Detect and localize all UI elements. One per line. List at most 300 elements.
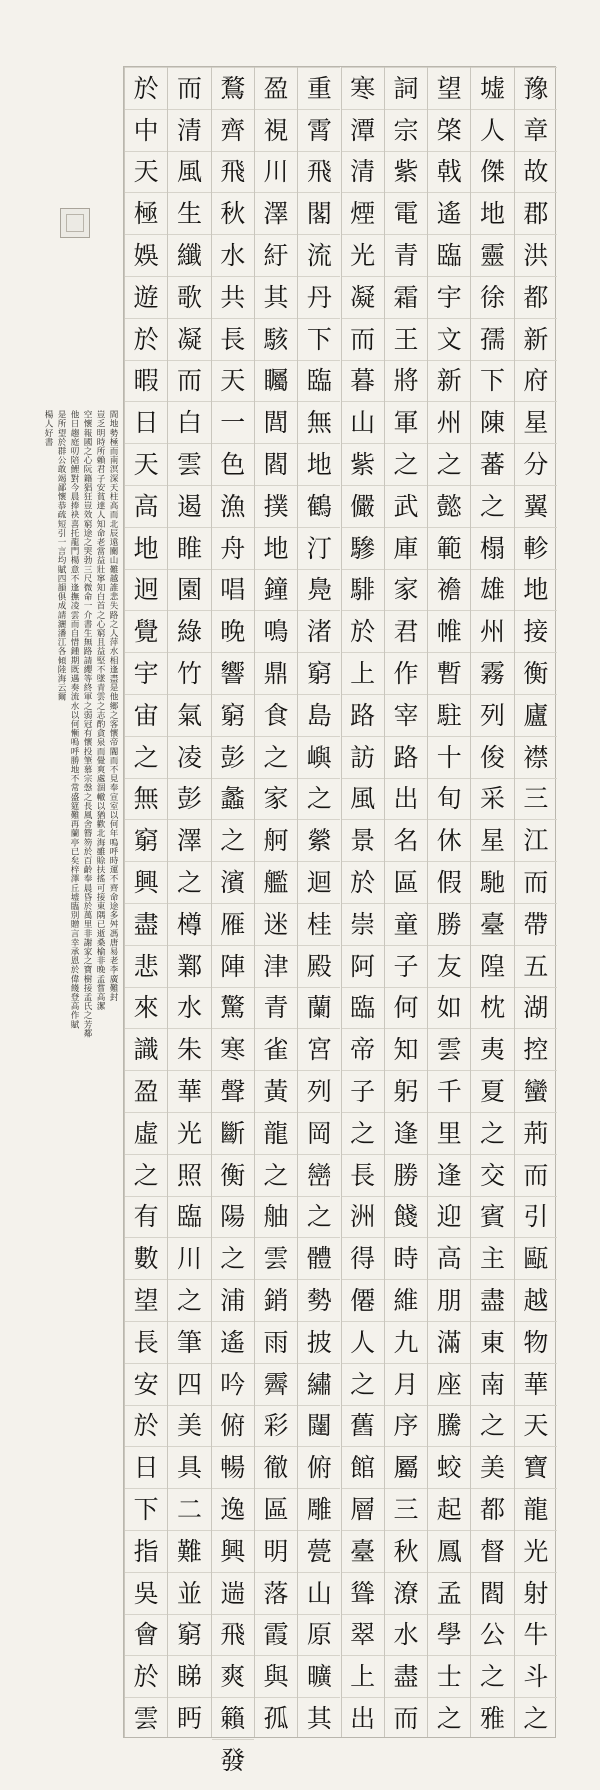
character-cell: 而 [515,861,557,903]
character-cell: 餞 [385,1196,427,1238]
character-cell: 之 [471,1655,513,1697]
character-cell: 王 [385,318,427,360]
character-cell: 嶼 [298,736,340,778]
character-cell: 與 [255,1655,297,1697]
character-cell: 之 [342,1363,384,1405]
character-cell: 覺 [125,610,167,652]
character-cell: 盡 [385,1655,427,1697]
character-cell: 何 [385,987,427,1029]
text-column [427,67,470,1737]
character-cell: 地 [515,569,557,611]
character-cell: 窮 [168,1614,210,1656]
character-cell: 鼎 [255,652,297,694]
character-cell: 望 [125,1279,167,1321]
character-cell: 地 [298,443,340,485]
character-cell: 庫 [385,527,427,569]
character-cell: 雨 [255,1321,297,1363]
character-cell: 範 [428,527,470,569]
character-cell: 夷 [471,1028,513,1070]
character-cell: 洲 [342,1196,384,1238]
character-cell: 章 [515,109,557,151]
character-cell: 逢 [385,1112,427,1154]
character-cell: 聲 [212,1070,254,1112]
character-cell: 美 [168,1405,210,1447]
text-column [470,67,513,1737]
character-cell: 體 [298,1237,340,1279]
character-cell: 紫 [385,151,427,193]
character-cell: 臺 [471,903,513,945]
character-cell: 無 [125,778,167,820]
character-cell: 之 [428,1697,470,1739]
character-cell: 娛 [125,234,167,276]
character-cell: 電 [385,192,427,234]
seal-stamp [60,208,90,238]
character-cell: 千 [428,1070,470,1112]
character-cell: 虛 [125,1112,167,1154]
character-cell: 之 [168,1279,210,1321]
character-cell: 宙 [125,694,167,736]
character-cell: 地 [471,192,513,234]
character-cell: 悲 [125,945,167,987]
character-cell: 夏 [471,1070,513,1112]
character-cell: 俊 [471,736,513,778]
character-cell: 遙 [212,1321,254,1363]
inscription-column: 豈乏明時所賴君子安貧達人知命老當益壯寧知白首之心窮且益堅不墜青雲之志酌貪泉而覺爽處涸轍以猶歡北海雖賒扶搖可接東隅已逝桑榆非晚孟嘗高潔 [95,410,105,1011]
character-cell: 聳 [342,1572,384,1614]
character-cell: 吳 [125,1572,167,1614]
text-column [297,67,340,1737]
character-cell: 發 [212,1739,254,1781]
character-cell: 而 [342,318,384,360]
character-cell: 家 [255,778,297,820]
character-cell: 路 [342,694,384,736]
character-cell: 之 [212,819,254,861]
character-cell: 銷 [255,1279,297,1321]
character-cell: 繡 [298,1363,340,1405]
character-cell: 天 [125,151,167,193]
character-cell: 飛 [212,151,254,193]
character-cell: 園 [168,569,210,611]
character-cell: 歌 [168,276,210,318]
character-cell: 廬 [515,694,557,736]
character-cell: 墟 [471,67,513,109]
character-cell: 有 [125,1196,167,1238]
character-cell: 窮 [298,652,340,694]
character-cell: 窮 [125,819,167,861]
character-cell: 一 [212,401,254,443]
character-cell: 戟 [428,151,470,193]
character-cell: 霄 [298,109,340,151]
character-cell: 朱 [168,1028,210,1070]
character-cell: 霞 [255,1614,297,1656]
inscription-column: 楊人好書 [43,410,53,447]
character-cell: 列 [298,1070,340,1112]
character-cell: 霜 [385,276,427,318]
character-cell: 起 [428,1488,470,1530]
character-cell: 清 [168,109,210,151]
character-cell: 於 [342,610,384,652]
character-cell: 里 [428,1112,470,1154]
character-cell: 日 [125,1446,167,1488]
character-cell: 勢 [298,1279,340,1321]
character-cell: 水 [168,987,210,1029]
character-cell: 視 [255,109,297,151]
text-column [254,67,297,1737]
character-cell: 雕 [298,1488,340,1530]
character-cell: 之 [212,1237,254,1279]
character-cell: 臨 [428,234,470,276]
character-cell: 雀 [255,1028,297,1070]
character-cell: 騰 [428,1405,470,1447]
character-cell: 駐 [428,694,470,736]
character-cell: 宇 [428,276,470,318]
character-cell: 於 [342,861,384,903]
character-cell: 艦 [255,861,297,903]
character-cell: 孟 [428,1572,470,1614]
character-cell: 蘭 [298,987,340,1029]
character-cell: 樽 [168,903,210,945]
character-cell: 之 [515,1697,557,1739]
inscription-column: 間地勢極而南溟深天柱高而北辰遠關山難越誰悲失路之人萍水相逢盡是他鄉之客懷帝閽而不見奉宣室以何年嗚呼時運不齊命途多舛馮唐易老李廣難封 [108,410,118,1002]
character-cell: 阿 [342,945,384,987]
character-cell: 寶 [515,1446,557,1488]
character-cell: 友 [428,945,470,987]
character-cell: 其 [255,276,297,318]
character-cell: 臺 [342,1530,384,1572]
character-cell: 纖 [168,234,210,276]
character-cell: 府 [515,360,557,402]
character-cell: 光 [168,1112,210,1154]
character-cell: 睢 [168,527,210,569]
character-cell: 勝 [385,1154,427,1196]
character-cell: 君 [385,610,427,652]
character-cell: 共 [212,276,254,318]
text-column [167,67,210,1737]
character-cell: 青 [385,234,427,276]
character-cell: 風 [342,778,384,820]
character-cell: 並 [168,1572,210,1614]
character-cell: 龍 [255,1112,297,1154]
character-cell: 盈 [125,1070,167,1112]
character-cell: 臨 [342,987,384,1029]
character-cell: 衡 [515,652,557,694]
character-cell: 鄴 [168,945,210,987]
character-cell: 岡 [298,1112,340,1154]
character-cell: 霽 [255,1363,297,1405]
character-cell: 難 [168,1530,210,1572]
character-cell: 凝 [168,318,210,360]
character-cell: 紆 [255,234,297,276]
character-cell: 盈 [255,67,297,109]
character-cell: 文 [428,318,470,360]
character-cell: 閻 [255,443,297,485]
character-cell: 望 [428,67,470,109]
character-cell: 矚 [255,360,297,402]
character-cell: 旬 [428,778,470,820]
character-cell: 盡 [125,903,167,945]
character-cell: 響 [212,652,254,694]
character-cell: 五 [515,945,557,987]
character-cell: 滿 [428,1321,470,1363]
character-cell: 紫 [342,443,384,485]
character-cell: 重 [298,67,340,109]
character-cell: 星 [515,401,557,443]
character-cell: 彩 [255,1405,297,1447]
character-cell: 鶴 [298,485,340,527]
character-cell: 來 [125,987,167,1029]
character-cell: 渚 [298,610,340,652]
character-cell: 騑 [342,569,384,611]
character-cell: 躬 [385,1070,427,1112]
character-cell: 將 [385,360,427,402]
character-cell: 賓 [471,1196,513,1238]
character-cell: 軍 [385,401,427,443]
character-cell: 遄 [212,1572,254,1614]
character-cell: 飛 [298,151,340,193]
character-cell: 殿 [298,945,340,987]
character-cell: 郡 [515,192,557,234]
character-cell: 於 [125,1405,167,1447]
character-cell: 之 [428,443,470,485]
character-cell: 作 [385,652,427,694]
character-cell: 子 [342,1070,384,1112]
character-cell: 學 [428,1614,470,1656]
character-cell: 飛 [212,1614,254,1656]
character-cell: 於 [125,1655,167,1697]
character-cell: 而 [168,67,210,109]
character-cell: 會 [125,1614,167,1656]
character-cell: 盡 [471,1279,513,1321]
character-cell: 列 [471,694,513,736]
character-cell: 名 [385,819,427,861]
character-cell: 舟 [212,527,254,569]
character-cell: 晚 [212,610,254,652]
character-cell: 地 [125,527,167,569]
character-cell: 枕 [471,987,513,1029]
character-cell: 鐘 [255,569,297,611]
character-cell: 安 [125,1363,167,1405]
character-cell: 寒 [342,67,384,109]
character-cell: 新 [428,360,470,402]
character-cell: 陣 [212,945,254,987]
character-cell: 縈 [298,819,340,861]
character-cell: 黃 [255,1070,297,1112]
character-cell: 暇 [125,360,167,402]
character-cell: 氣 [168,694,210,736]
character-cell: 舳 [255,1196,297,1238]
character-cell: 澤 [255,192,297,234]
character-cell: 訪 [342,736,384,778]
character-cell: 驂 [342,527,384,569]
character-cell: 二 [168,1488,210,1530]
text-column [211,67,254,1775]
character-cell: 州 [471,610,513,652]
character-cell: 水 [385,1614,427,1656]
character-cell: 於 [125,67,167,109]
character-cell: 引 [515,1196,557,1238]
character-cell: 爽 [212,1655,254,1697]
character-cell: 日 [125,401,167,443]
character-cell: 流 [298,234,340,276]
character-cell: 雁 [212,903,254,945]
character-cell: 闥 [298,1405,340,1447]
character-cell: 鳳 [428,1530,470,1572]
character-cell: 得 [342,1237,384,1279]
character-cell: 迥 [125,569,167,611]
character-cell: 督 [471,1530,513,1572]
character-cell: 美 [471,1446,513,1488]
character-cell: 陳 [471,401,513,443]
character-cell: 懿 [428,485,470,527]
character-cell: 窮 [212,694,254,736]
character-cell: 島 [298,694,340,736]
character-cell: 江 [515,819,557,861]
character-cell: 四 [168,1363,210,1405]
character-cell: 汀 [298,527,340,569]
character-cell: 天 [515,1405,557,1447]
character-cell: 豫 [515,67,557,109]
character-cell: 孤 [255,1697,297,1739]
character-cell: 逢 [428,1154,470,1196]
character-cell: 儼 [342,485,384,527]
text-column [514,67,557,1737]
character-cell: 三 [385,1488,427,1530]
character-cell: 蛟 [428,1446,470,1488]
character-cell: 清 [342,151,384,193]
character-cell: 分 [515,443,557,485]
character-cell: 知 [385,1028,427,1070]
character-cell: 下 [298,318,340,360]
character-cell: 出 [342,1697,384,1739]
character-cell: 秋 [385,1530,427,1572]
character-cell: 之 [125,736,167,778]
character-cell: 龍 [515,1488,557,1530]
character-cell: 華 [168,1070,210,1112]
character-cell: 月 [385,1363,427,1405]
character-cell: 襜 [428,569,470,611]
character-cell: 座 [428,1363,470,1405]
character-cell: 俯 [212,1405,254,1447]
character-cell: 東 [471,1321,513,1363]
character-cell: 雅 [471,1697,513,1739]
character-cell: 雄 [471,569,513,611]
character-cell: 蠡 [212,778,254,820]
character-cell: 迎 [428,1196,470,1238]
character-cell: 中 [125,109,167,151]
character-cell: 潭 [342,109,384,151]
character-cell: 俯 [298,1446,340,1488]
character-cell: 朋 [428,1279,470,1321]
character-cell: 桂 [298,903,340,945]
character-cell: 眄 [168,1697,210,1739]
character-cell: 斗 [515,1655,557,1697]
character-cell: 指 [125,1530,167,1572]
character-cell: 而 [168,360,210,402]
character-cell: 濱 [212,861,254,903]
character-cell: 襟 [515,736,557,778]
character-cell: 九 [385,1321,427,1363]
character-cell: 景 [342,819,384,861]
character-cell: 越 [515,1279,557,1321]
character-cell: 南 [471,1363,513,1405]
character-cell: 興 [212,1530,254,1572]
character-cell: 澤 [168,819,210,861]
character-cell: 蠻 [515,1070,557,1112]
character-cell: 天 [125,443,167,485]
character-cell: 迴 [298,861,340,903]
character-cell: 宇 [125,652,167,694]
character-cell: 射 [515,1572,557,1614]
character-cell: 撲 [255,485,297,527]
character-cell: 星 [471,819,513,861]
character-cell: 蕃 [471,443,513,485]
character-cell: 如 [428,987,470,1029]
character-cell: 舊 [342,1405,384,1447]
character-cell: 新 [515,318,557,360]
character-cell: 荊 [515,1112,557,1154]
character-cell: 傑 [471,151,513,193]
character-cell: 生 [168,192,210,234]
character-cell: 牛 [515,1614,557,1656]
character-cell: 睇 [168,1655,210,1697]
character-cell: 暫 [428,652,470,694]
character-cell: 之 [298,1196,340,1238]
character-cell: 宮 [298,1028,340,1070]
character-cell: 下 [125,1488,167,1530]
character-cell: 出 [385,778,427,820]
character-cell: 武 [385,485,427,527]
character-cell: 食 [255,694,297,736]
character-cell: 寒 [212,1028,254,1070]
character-cell: 馳 [471,861,513,903]
character-cell: 於 [125,318,167,360]
character-cell: 靈 [471,234,513,276]
character-cell: 迷 [255,903,297,945]
character-cell: 原 [298,1614,340,1656]
character-cell: 之 [168,861,210,903]
character-cell: 鳧 [298,569,340,611]
character-cell: 衡 [212,1154,254,1196]
character-cell: 人 [471,109,513,151]
inscription [24,410,120,1560]
character-cell: 人 [342,1321,384,1363]
character-cell: 閣 [298,192,340,234]
character-cell: 館 [342,1446,384,1488]
character-cell: 時 [385,1237,427,1279]
character-cell: 臨 [298,360,340,402]
character-cell: 之 [471,1112,513,1154]
character-cell: 彭 [212,736,254,778]
character-cell: 帝 [342,1028,384,1070]
character-cell: 斷 [212,1112,254,1154]
character-cell: 序 [385,1405,427,1447]
character-cell: 雲 [428,1028,470,1070]
character-cell: 明 [255,1530,297,1572]
character-cell: 駭 [255,318,297,360]
character-cell: 雲 [168,443,210,485]
character-cell: 假 [428,861,470,903]
character-cell: 津 [255,945,297,987]
character-cell: 孺 [471,318,513,360]
character-cell: 帷 [428,610,470,652]
character-cell: 徐 [471,276,513,318]
character-cell: 秋 [212,192,254,234]
character-cell: 接 [515,610,557,652]
character-cell: 宗 [385,109,427,151]
character-cell: 天 [212,360,254,402]
character-cell: 子 [385,945,427,987]
character-cell: 甌 [515,1237,557,1279]
